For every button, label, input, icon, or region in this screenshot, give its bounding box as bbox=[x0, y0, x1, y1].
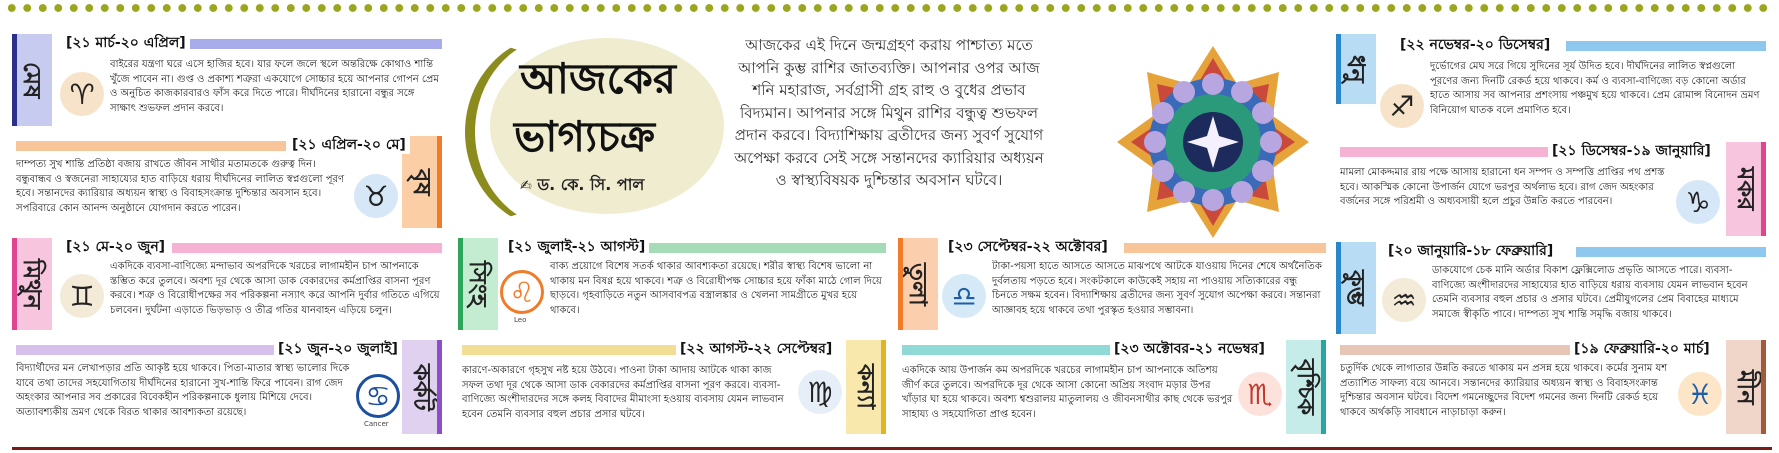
page-title-line2: ভাগ্যচক্র bbox=[514, 112, 655, 161]
sign-name: বৃষ bbox=[408, 168, 436, 196]
sign-name: মকর bbox=[1732, 167, 1760, 211]
date-range: [১৯ ফেব্রুয়ারি-২০ মার্চ] bbox=[1570, 340, 1714, 358]
tab-karkat bbox=[402, 340, 442, 434]
horoscope-text: কারণে-অকারণে গৃহসুখ নষ্ট হয়ে উঠবে। পাওনা টাকা আদায় আটকে থাকা কাজ সফল তথা দূর থেকে আসা ডাক বেকারদের কর্মপ্রাপ্তির বাসনা পূরণ করবে। ব্যবসা-বাণিজ্যে অংশীদারদের সঙ্গে কলহ বিবাদের মীমাংসা হওয়ায় ব্যবসায় যেমন লাভবান হবেন তেমনি ব্যবসার বহুল প্রচার প্রসার ঘটবে। bbox=[462, 365, 784, 420]
tab-makar bbox=[1726, 142, 1766, 236]
sign-name: মিথুন bbox=[18, 258, 46, 310]
card-makar bbox=[1336, 142, 1766, 238]
icon-caption: Leo bbox=[514, 316, 527, 324]
horoscope-text: চতুর্দিক থেকে লাগাতার উন্নতি করতে থাকায় মন প্রসন্ন হয়ে থাকবে। কর্মের সুনাম যশ প্রত্যাশিত সাফল্য বয়ে আনবে। সন্তানদের ক্যারিয়ার অধ্যয়ন স্বাস্থ্য ও বিবাহসংক্রান্ত দুশ্চিন্তার অবসান ঘটবে। বিদেশ গমনেচ্ছুদের বিদেশ গমনের জন্য দিনটি রেকর্ড হয়ে থাকবে অর্থকড়ি সাবধানে নাড়াচাড়া করুন। bbox=[1340, 363, 1668, 418]
horoscope-text: দাম্পত্য সুখ শান্তি প্রতিষ্ঠা বজায় রাখতে জীবন সাথীর মতামতকে গুরুত্ব দিন। বন্ধুবান্ধব ও স্বজনেরা সাহায্যের হাত বাড়িয়ে ধরায় দীর্ঘদিনের লালিত স্বপ্নগুলো পূরণ হবে। সন্তানদের ক্যারিয়ার অধ্যয়ন স্বাস্থ্য ও বিবাহসংক্রান্ত দুশ্চিন্তার অবসান হবে। সপরিবারে কোন আনন্দ অনুষ্ঠানে যোগদান করতে পারেন। bbox=[16, 159, 345, 214]
date-range: [২৩ অক্টোবর-২১ নভেম্বর] bbox=[1110, 340, 1269, 358]
sign-name: তুলা bbox=[904, 262, 932, 306]
page-title-line1: আজকের bbox=[520, 54, 676, 103]
card-brish bbox=[12, 136, 442, 230]
card-mesh bbox=[12, 34, 442, 128]
fish-icon: ♓ bbox=[1678, 372, 1722, 416]
card-dhanu bbox=[1336, 34, 1766, 138]
crab-icon: ♋ bbox=[356, 374, 400, 418]
card-brishchik bbox=[898, 340, 1326, 436]
tab-mesh bbox=[12, 34, 52, 126]
date-range: [২১ এপ্রিল-২০ মে] bbox=[288, 136, 410, 154]
sign-name: কন্যা bbox=[852, 364, 880, 410]
sign-name: কর্কট bbox=[408, 363, 436, 411]
horoscope-text: দুর্ভোগের মেঘ সরে গিয়ে সুদিনের সূর্য উদিত হবে। দীর্ঘদিনের লালিত স্বপ্নগুলো পূরণের জন্য দিনটি রেকর্ড হয়ে থাকবে। কর্ম ও ব্যবসা-বাণিজ্যে বড় কোনো অর্ডার হাতে আসায় সব আপনার প্রশংসায় পঞ্চমুখ হয়ে থাকবে। প্রেম রোমান্স বিনোদন ভ্রমণ বিনিয়োগ ঘাতক বলে প্রমাণিত হবে। bbox=[1430, 61, 1760, 116]
bottom-rule bbox=[12, 447, 1772, 450]
date-range: [২১ ডিসেম্বর-১৯ জানুয়ারি] bbox=[1548, 142, 1715, 160]
bull-icon: ♉ bbox=[354, 174, 398, 218]
water-bearer-icon: ♒ bbox=[1382, 278, 1426, 322]
goat-icon: ♑ bbox=[1676, 180, 1720, 224]
dotted-border bbox=[4, 2, 1775, 14]
sign-name: ধনু bbox=[1342, 55, 1370, 83]
date-range: [২১ মে-২০ জুন] bbox=[62, 238, 169, 256]
date-range: [২১ জুলাই-২১ আগস্ট] bbox=[504, 238, 649, 256]
tab-brishchik bbox=[1286, 340, 1326, 434]
sign-name: মেষ bbox=[18, 61, 46, 99]
tab-tula bbox=[898, 238, 938, 330]
card-mithun bbox=[12, 238, 442, 332]
lion-icon: ♌ bbox=[500, 270, 544, 314]
horoscope-text: বিদ্যার্থীদের মন লেখাপড়ার প্রতি আকৃষ্ট হয়ে থাকবে। পিতা-মাতার স্বাস্থ্য ভালোর দিকে যাবে তথা তাদের সহযোগিতায় দীর্ঘদিনের হারানো সুখ-শান্তি ফিরে পাবেন। রাগ জেদ অহংকার আপনার সব প্রকারের বিবেকহীন পরিকল্পনাকে ধুলায় মিশিয়ে দেবে। অত্যাবশ্যকীয় ভ্রমণ থেকে বিরত থাকার আবশ্যকতা রয়েছে। bbox=[16, 363, 350, 418]
date-range: [২০ জানুয়ারি-১৮ ফেব্রুয়ারি] bbox=[1384, 242, 1557, 260]
date-range: [২৩ সেপ্টেম্বর-২২ অক্টোবর] bbox=[944, 238, 1112, 256]
date-range: [২২ নভেম্বর-২০ ডিসেম্বর] bbox=[1396, 36, 1554, 54]
date-range: [২১ মার্চ-২০ এপ্রিল] bbox=[62, 34, 190, 52]
date-range: [২১ জুন-২০ জুলাই] bbox=[274, 340, 402, 358]
zodiac-wheel-icon bbox=[1115, 44, 1311, 240]
horoscope-text: ডাকযোগে চেক মানি অর্ডার বিকাশ ফ্লেক্সিলোড প্রভৃতি আসতে পারে। ব্যবসা-বাণিজ্যে অংশীদারদের সাহায্যের হাত বাড়িয়ে ধরায় ব্যবসায় যেমন লাভবান হবেন তেমনি ব্যবসার বহুল প্রচার ও প্রসার ঘটবে। প্রেমীযুগলের প্রেম বিবাহের মাধ্যমে সমাজে স্বীকৃতি পাবে। দাম্পত্য সুখ শান্তি সমৃদ্ধি বজায় থাকবে। bbox=[1432, 265, 1748, 320]
author-line bbox=[520, 172, 644, 199]
tab-meen bbox=[1726, 340, 1766, 434]
intro-paragraph: আজকের এই দিনে জন্মগ্রহণ করায় পাশ্চাত্য মতে আপনি কুম্ভ রাশির জাতব্যক্তি। আপনার ওপর আজ শনি মহারাজ, সর্বগ্রাসী গ্রহ রাহু ও বুধের প্রভাব বিদ্যমান। আপনার সঙ্গে মিথুন রাশির বন্ধুত্ব শুভফল প্রদান করবে। বিদ্যাশিক্ষায় ব্রতীদের জন্য সুবর্ণ সুযোগ অপেক্ষা করবে সেই সঙ্গে সন্তানদের ক্যারিয়ার অধ্যয়ন ও স্বাস্থ্যবিষয়ক দুশ্চিন্তার অবসান ঘটবে। bbox=[734, 36, 1044, 189]
horoscope-text: টাকা-পয়সা হাতে আসতে আসতে মাঝপথে আটকে যাওয়ায় দিনের শেষে অর্থনৈতিক দুর্বলতায় পড়তে হবে। সংকটকালে কাউকেই সহায় না পাওয়ায় সত্যিকারের বন্ধু চিনতে সক্ষম হবেন। বিদ্যাশিক্ষায় ব্রতীদের জন্য সুবর্ণ সুযোগ অপেক্ষা করবে। সন্তানরা আজ্ঞাবহ হয়ে থাকবে তথা পুরস্কৃত হওয়ার সম্ভাবনা। bbox=[992, 261, 1322, 316]
horoscope-text: বাক্য প্রয়োগে বিশেষ সতর্ক থাকার আবশ্যকতা রয়েছে। শরীর স্বাস্থ্য বিশেষ ভালো না থাকায় মন বিষণ্ণ হয়ে থাকবে। শত্রু ও বিরোধীপক্ষ সোচ্চার হয়ে ফাঁকা মাঠে গোল দিয়ে ছাড়বে। গৃহবাড়িতে নতুন আসবাবপত্র বস্ত্রালঙ্কার ও খেলনা সামগ্রীতে মুখর হয়ে থাকবে। bbox=[550, 261, 882, 316]
horoscope-text: একদিকে ব্যবসা-বাণিজ্যে মন্দাভাব অপরদিকে খরচের লাগামহীন চাপ আপনাকে স্তম্ভিত করে তুলবে। অবশ্য দূর থেকে আসা ডাক বেকারদের কর্মপ্রাপ্তির বাসনা পূরণ করবে। শত্রু ও বিরোধীপক্ষের সব পরিকল্পনা নস্যাৎ করে আপনি দুর্বার গতিতে এগিয়ে চলবেন। দুর্ঘটনা এড়াতে ভিড়ভাড় ও তীব্র গতির যানবাহন এড়িয়ে চলুন। bbox=[110, 261, 440, 316]
card-kumbha bbox=[1336, 242, 1766, 336]
card-karkat bbox=[12, 340, 442, 436]
card-singha bbox=[458, 238, 886, 332]
horoscope-text: মামলা মোকদ্দমার রায় পক্ষে আসায় হারানো ধন সম্পদ ও সম্পত্তি প্রাপ্তির পথ প্রশস্ত হবে। আকস্মিক কোনো উপার্জন যোগে ভরপুর অর্থলাভ হবে। রাগ জেদ অহংকার বর্জনের সঙ্গে পরিশ্রমী ও অধ্যবসায়ী হলে প্রচুর উন্নতি করতে পারবেন। bbox=[1340, 167, 1665, 207]
archer-icon: ♐ bbox=[1380, 84, 1424, 128]
horoscope-text: একদিকে আয় উপার্জন কম অপরদিকে খরচের লাগামহীন চাপ আপনাকে অতিশয় জীর্ণ করে তুলবে। অপরদিকে দূর থেকে আসা কোনো অপ্রিয় সংবাদ মড়ার উপর খাঁড়ার ঘা হয়ে থাকবে। অবশ্য শ্বশুরালয় মাতুলালয় ও জীবনসাথীর কাছ থেকে ভরপুর সাহায্য ও সহযোগিতা প্রাপ্ত হবেন। bbox=[902, 365, 1233, 420]
sign-name: মীন bbox=[1732, 369, 1760, 405]
horoscope-text: বাইরের যন্ত্রণা ঘরে এসে হাজির হবে। যার ফলে জলে স্থলে অন্তরিক্ষে কোথাও শান্তি খুঁজে পাবেন না। গুপ্ত ও প্রকাশ্য শত্রুরা একযোগে সোচ্চার হয়ে আপনার গোপন প্রেম ও অনুচিত কাজকারবারও ফাঁস করে দিতে পারে। দীর্ঘদিনের হারানো বন্ধুর সঙ্গে সাক্ষাৎ শুভফল প্রদান করবে। bbox=[110, 59, 439, 114]
scorpion-icon: ♏ bbox=[1238, 372, 1282, 416]
date-range: [২২ আগস্ট-২২ সেপ্টেম্বর] bbox=[676, 340, 836, 358]
tab-dhanu bbox=[1336, 34, 1376, 104]
tab-mithun bbox=[12, 238, 52, 330]
scales-icon: ♎ bbox=[942, 274, 986, 318]
card-tula bbox=[898, 238, 1326, 332]
sign-name: কুম্ভ bbox=[1342, 270, 1370, 306]
ram-icon: ♈ bbox=[60, 72, 104, 116]
card-kanya bbox=[458, 340, 886, 436]
twins-icon: ♊ bbox=[60, 274, 104, 318]
tab-kanya bbox=[846, 340, 886, 434]
card-meen bbox=[1336, 340, 1766, 436]
sign-name: সিংহ bbox=[464, 261, 492, 307]
tab-singha bbox=[458, 238, 498, 330]
icon-caption: Cancer bbox=[364, 420, 389, 428]
maiden-icon: ♍ bbox=[798, 370, 842, 414]
pen-icon: ✍ bbox=[520, 178, 532, 194]
sign-name: বৃশ্চিক bbox=[1292, 358, 1320, 416]
author-name: ড. কে. সি. পাল bbox=[537, 175, 645, 194]
tab-kumbha bbox=[1336, 242, 1376, 334]
